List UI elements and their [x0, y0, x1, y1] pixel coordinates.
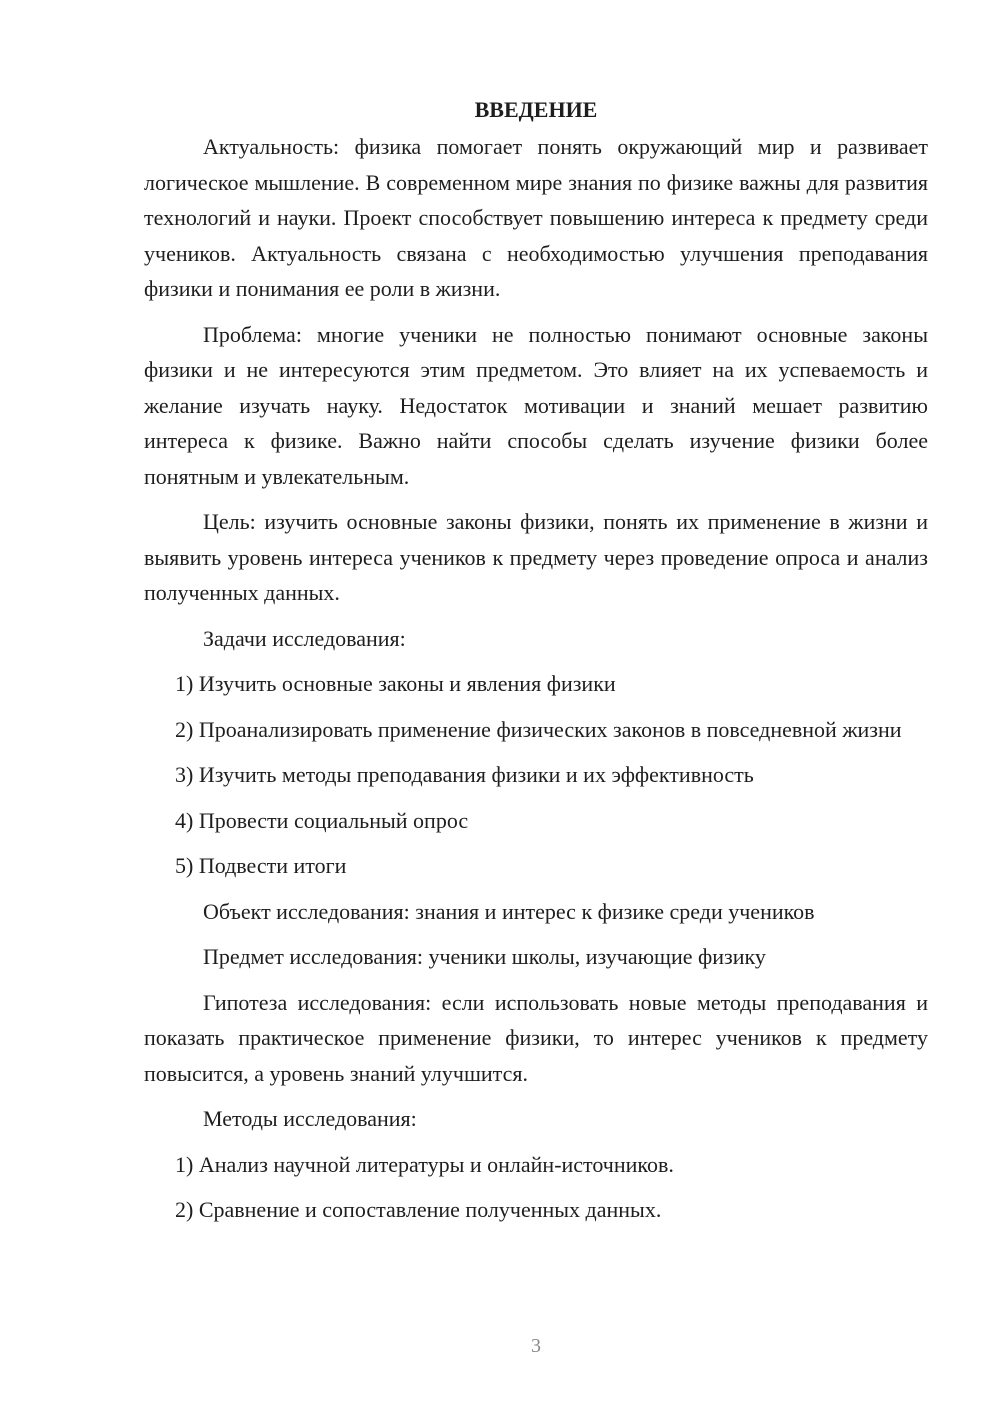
task-item: 4) Провести социальный опрос: [175, 807, 469, 833]
task-item: 1) Изучить основные законы и явления физики: [175, 671, 616, 696]
subject-paragraph: Предмет исследования: ученики школы, изучающие физику: [203, 944, 766, 969]
page-content: [144, 92, 928, 1228]
task-item: 5) Подвести итоги: [175, 853, 347, 878]
hypothesis-paragraph: Гипотеза исследования: если использовать новые методы преподавания и показать практическое применение физики, то интерес учеников к предмету повысится, а уровень знаний улучшится.: [144, 989, 928, 1086]
task-item: 3) Изучить методы преподавания физики и их эффективность: [175, 762, 754, 787]
relevance-paragraph: Актуальность: физика помогает понять окружающий мир и развивает логическое мышление. В современном мире знания по физике важны для развития технологий и науки. Проект способствует повышению интереса к предмету среди учеников. Актуальность связана с необходимостью улучшения преподавания физики и понимания ее роли в жизни.: [144, 134, 928, 301]
goal-paragraph: Цель: изучить основные законы физики, понять их применение в жизни и выявить уровень интереса учеников к предмету через проведение опроса и анализ полученных данных.: [144, 509, 928, 605]
method-item: 1) Анализ научной литературы и онлайн-источников.: [175, 1151, 674, 1177]
task-item: 2) Проанализировать применение физических законов в повседневной жизни: [175, 716, 902, 742]
tasks-heading: Задачи исследования:: [203, 625, 406, 651]
object-paragraph: Объект исследования: знания и интерес к физике среди учеников: [203, 898, 815, 924]
page-number: 3: [531, 1335, 541, 1357]
method-item: 2) Сравнение и сопоставление полученных данных.: [175, 1197, 662, 1222]
methods-heading: Методы исследования:: [203, 1106, 417, 1131]
section-title: ВВЕДЕНИЕ: [474, 97, 598, 122]
problem-paragraph: Проблема: многие ученики не полностью понимают основные законы физики и не интересуются этим предметом. Это влияет на их успеваемость и желание изучать науку. Недостаток мотивации и знаний мешает развитию интереса к физике. Важно найти способы сделать изучение физики более понятным и увлекательным.: [144, 321, 928, 489]
